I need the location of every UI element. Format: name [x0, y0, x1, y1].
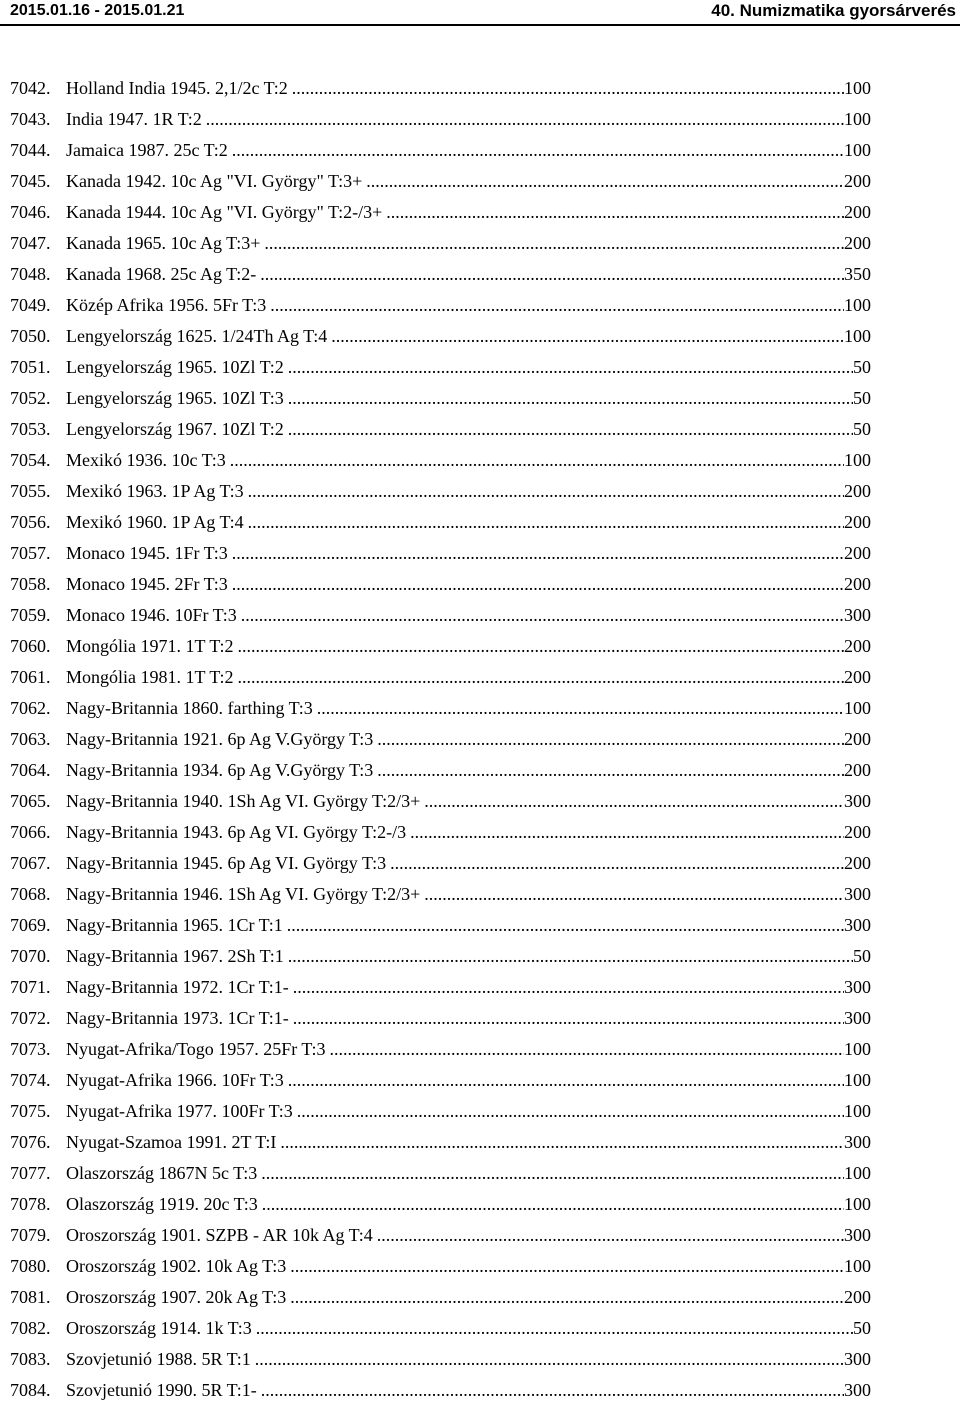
lot-price: 300	[844, 1132, 871, 1152]
lot-price: 300	[844, 1225, 871, 1245]
lot-leader-dots	[262, 1189, 844, 1220]
lot-leader-dots	[317, 693, 844, 724]
lot-description: Nagy-Britannia 1973. 1Cr T:1-	[66, 1008, 289, 1028]
lot-price: 300	[844, 1380, 871, 1400]
lot-price: 100	[844, 1039, 871, 1059]
lot-number: 7052.	[10, 388, 51, 408]
lot-leader-dots	[206, 104, 844, 135]
lot-price: 200	[844, 853, 871, 873]
lot-description: Nagy-Britannia 1940. 1Sh Ag VI. György T:2/3+	[66, 791, 421, 811]
lot-row	[10, 941, 871, 972]
lot-price: 50	[853, 946, 871, 966]
lot-row	[10, 631, 871, 662]
lot-leader-dots	[261, 1158, 844, 1189]
lot-price: 200	[844, 760, 871, 780]
lot-description: Nagy-Britannia 1934. 6p Ag V.György T:3	[66, 760, 374, 780]
lot-number: 7074.	[10, 1070, 51, 1090]
lot-price: 200	[844, 667, 871, 687]
lot-price: 300	[844, 605, 871, 625]
lot-description: Nagy-Britannia 1860. farthing T:3	[66, 698, 313, 718]
lot-price: 200	[844, 636, 871, 656]
lot-number: 7060.	[10, 636, 51, 656]
lot-leader-dots	[288, 352, 853, 383]
lot-leader-dots	[329, 1034, 844, 1065]
lot-row	[10, 755, 871, 786]
lot-leader-dots	[237, 662, 844, 693]
lot-description: Kanada 1968. 25c Ag T:2-	[66, 264, 257, 284]
lot-price: 100	[844, 1194, 871, 1214]
lot-leader-dots	[241, 600, 844, 631]
lot-leader-dots	[297, 1096, 844, 1127]
lot-description: Holland India 1945. 2,1/2c T:2	[66, 78, 288, 98]
lot-number: 7064.	[10, 760, 51, 780]
lot-leader-dots	[288, 414, 853, 445]
lot-price: 50	[853, 419, 871, 439]
lot-row	[10, 724, 871, 755]
lot-leader-dots	[293, 1003, 844, 1034]
lot-price: 300	[844, 977, 871, 997]
lot-leader-dots	[232, 538, 844, 569]
lot-leader-dots	[390, 848, 844, 879]
lot-price: 50	[853, 1318, 871, 1338]
lot-leader-dots	[264, 228, 844, 259]
lot-description: Mexikó 1936. 10c T:3	[66, 450, 226, 470]
lot-number: 7062.	[10, 698, 51, 718]
lot-number: 7057.	[10, 543, 51, 563]
lot-price: 200	[844, 171, 871, 191]
lot-price: 100	[844, 295, 871, 315]
lot-number: 7084.	[10, 1380, 51, 1400]
lot-price: 300	[844, 915, 871, 935]
lot-description: Lengyelország 1967. 10Zl T:2	[66, 419, 284, 439]
lot-leader-dots	[288, 1065, 844, 1096]
lot-leader-dots	[424, 879, 844, 910]
lot-leader-dots	[331, 321, 844, 352]
lot-price: 50	[853, 357, 871, 377]
lot-number: 7050.	[10, 326, 51, 346]
lot-leader-dots	[424, 786, 844, 817]
lot-row	[10, 1344, 871, 1375]
lot-description: Kanada 1944. 10c Ag "VI. György" T:2-/3+	[66, 202, 383, 222]
lot-row	[10, 166, 871, 197]
lot-leader-dots	[386, 197, 844, 228]
lot-number: 7072.	[10, 1008, 51, 1028]
lot-row	[10, 476, 871, 507]
lot-leader-dots	[288, 383, 853, 414]
lot-number: 7058.	[10, 574, 51, 594]
lot-price: 100	[844, 450, 871, 470]
lot-price: 200	[844, 233, 871, 253]
lot-price: 100	[844, 140, 871, 160]
lot-number: 7051.	[10, 357, 51, 377]
lot-row	[10, 1127, 871, 1158]
lot-leader-dots	[290, 1282, 844, 1313]
lot-number: 7053.	[10, 419, 51, 439]
lot-description: Monaco 1946. 10Fr T:3	[66, 605, 237, 625]
lot-row	[10, 662, 871, 693]
lot-number: 7080.	[10, 1256, 51, 1276]
auction-title: 40. Numizmatika gyorsárverés	[711, 1, 956, 20]
lot-number: 7059.	[10, 605, 51, 625]
lot-leader-dots	[248, 476, 844, 507]
page-header	[0, 0, 960, 26]
lot-row	[10, 693, 871, 724]
lot-description: Oroszország 1907. 20k Ag T:3	[66, 1287, 287, 1307]
lot-row	[10, 352, 871, 383]
lot-description: Szovjetunió 1990. 5R T:1-	[66, 1380, 257, 1400]
date-range: 2015.01.16 - 2015.01.21	[10, 2, 185, 19]
lot-price: 200	[844, 543, 871, 563]
lot-number: 7044.	[10, 140, 51, 160]
lot-price: 100	[844, 1256, 871, 1276]
lot-price: 300	[844, 884, 871, 904]
lot-description: Nyugat-Afrika 1977. 100Fr T:3	[66, 1101, 293, 1121]
lot-description: Nagy-Britannia 1945. 6p Ag VI. György T:3	[66, 853, 387, 873]
lot-number: 7073.	[10, 1039, 51, 1059]
lot-number: 7048.	[10, 264, 51, 284]
lot-number: 7082.	[10, 1318, 51, 1338]
lot-description: Mongólia 1981. 1T T:2	[66, 667, 234, 687]
lot-description: Monaco 1945. 1Fr T:3	[66, 543, 228, 563]
lot-leader-dots	[292, 73, 844, 104]
lot-row	[10, 104, 871, 135]
lot-leader-dots	[377, 755, 844, 786]
lot-number: 7045.	[10, 171, 51, 191]
lot-description: Nagy-Britannia 1946. 1Sh Ag VI. György T:2/3+	[66, 884, 421, 904]
lot-number: 7079.	[10, 1225, 51, 1245]
lot-leader-dots	[270, 290, 844, 321]
lot-price: 100	[844, 1101, 871, 1121]
lot-number: 7055.	[10, 481, 51, 501]
lot-description: Nyugat-Szamoa 1991. 2T T:I	[66, 1132, 277, 1152]
lot-description: Jamaica 1987. 25c T:2	[66, 140, 228, 160]
lot-leader-dots	[237, 631, 844, 662]
lot-number: 7083.	[10, 1349, 51, 1369]
lot-row	[10, 1251, 871, 1282]
lot-row	[10, 414, 871, 445]
lot-number: 7065.	[10, 791, 51, 811]
lot-number: 7078.	[10, 1194, 51, 1214]
lot-description: Mexikó 1963. 1P Ag T:3	[66, 481, 244, 501]
lot-row	[10, 228, 871, 259]
lot-list	[10, 73, 871, 1406]
lot-row	[10, 1065, 871, 1096]
lot-price: 200	[844, 1287, 871, 1307]
lot-number: 7067.	[10, 853, 51, 873]
lot-price: 200	[844, 729, 871, 749]
lot-description: Mongólia 1971. 1T T:2	[66, 636, 234, 656]
lot-row	[10, 383, 871, 414]
lot-price: 100	[844, 326, 871, 346]
lot-row	[10, 1096, 871, 1127]
lot-number: 7076.	[10, 1132, 51, 1152]
lot-row	[10, 197, 871, 228]
lot-description: Lengyelország 1625. 1/24Th Ag T:4	[66, 326, 328, 346]
lot-description: Oroszország 1902. 10k Ag T:3	[66, 1256, 287, 1276]
lot-leader-dots	[261, 1375, 844, 1406]
lot-number: 7066.	[10, 822, 51, 842]
lot-price: 300	[844, 1008, 871, 1028]
lot-leader-dots	[290, 1251, 844, 1282]
lot-row	[10, 569, 871, 600]
lot-leader-dots	[255, 1344, 844, 1375]
lot-description: India 1947. 1R T:2	[66, 109, 202, 129]
lot-leader-dots	[287, 910, 844, 941]
lot-price: 100	[844, 78, 871, 98]
lot-description: Oroszország 1914. 1k T:3	[66, 1318, 252, 1338]
lot-leader-dots	[230, 445, 844, 476]
lot-row	[10, 786, 871, 817]
lot-description: Nagy-Britannia 1943. 6p Ag VI. György T:2-/3	[66, 822, 407, 842]
lot-row	[10, 290, 871, 321]
lot-description: Olaszország 1867N 5c T:3	[66, 1163, 258, 1183]
lot-description: Mexikó 1960. 1P Ag T:4	[66, 512, 244, 532]
lot-row	[10, 1282, 871, 1313]
lot-description: Kanada 1965. 10c Ag T:3+	[66, 233, 261, 253]
lot-description: Nagy-Britannia 1972. 1Cr T:1-	[66, 977, 289, 997]
lot-row	[10, 538, 871, 569]
lot-description: Nagy-Britannia 1921. 6p Ag V.György T:3	[66, 729, 374, 749]
lot-row	[10, 1003, 871, 1034]
lot-row	[10, 135, 871, 166]
lot-leader-dots	[366, 166, 844, 197]
lot-description: Monaco 1945. 2Fr T:3	[66, 574, 228, 594]
lot-description: Nyugat-Afrika 1966. 10Fr T:3	[66, 1070, 284, 1090]
lot-number: 7054.	[10, 450, 51, 470]
lot-number: 7046.	[10, 202, 51, 222]
lot-row	[10, 259, 871, 290]
lot-price: 300	[844, 1349, 871, 1369]
lot-leader-dots	[288, 941, 853, 972]
lot-row	[10, 910, 871, 941]
lot-number: 7043.	[10, 109, 51, 129]
lot-number: 7068.	[10, 884, 51, 904]
lot-leader-dots	[377, 1220, 844, 1251]
lot-number: 7042.	[10, 78, 51, 98]
lot-number: 7063.	[10, 729, 51, 749]
lot-description: Nyugat-Afrika/Togo 1957. 25Fr T:3	[66, 1039, 326, 1059]
lot-number: 7049.	[10, 295, 51, 315]
lot-description: Lengyelország 1965. 10Zl T:3	[66, 388, 284, 408]
lot-leader-dots	[248, 507, 844, 538]
lot-description: Kanada 1942. 10c Ag "VI. György" T:3+	[66, 171, 363, 191]
lot-number: 7069.	[10, 915, 51, 935]
lot-price: 50	[853, 388, 871, 408]
lot-price: 200	[844, 822, 871, 842]
lot-row	[10, 600, 871, 631]
lot-price: 300	[844, 791, 871, 811]
lot-leader-dots	[410, 817, 844, 848]
lot-leader-dots	[232, 569, 844, 600]
lot-row	[10, 848, 871, 879]
lot-price: 100	[844, 698, 871, 718]
lot-price: 350	[844, 264, 871, 284]
lot-description: Oroszország 1901. SZPB - AR 10k Ag T:4	[66, 1225, 373, 1245]
lot-description: Nagy-Britannia 1967. 2Sh T:1	[66, 946, 284, 966]
lot-row	[10, 507, 871, 538]
lot-row	[10, 1220, 871, 1251]
lot-price: 200	[844, 481, 871, 501]
lot-number: 7075.	[10, 1101, 51, 1121]
lot-row	[10, 1034, 871, 1065]
lot-leader-dots	[260, 259, 844, 290]
lot-leader-dots	[256, 1313, 853, 1344]
lot-row	[10, 972, 871, 1003]
lot-row	[10, 73, 871, 104]
lot-row	[10, 321, 871, 352]
lot-number: 7077.	[10, 1163, 51, 1183]
lot-number: 7081.	[10, 1287, 51, 1307]
lot-number: 7070.	[10, 946, 51, 966]
lot-number: 7071.	[10, 977, 51, 997]
lot-leader-dots	[293, 972, 844, 1003]
lot-number: 7056.	[10, 512, 51, 532]
lot-number: 7047.	[10, 233, 51, 253]
lot-description: Nagy-Britannia 1965. 1Cr T:1	[66, 915, 283, 935]
lot-price: 200	[844, 574, 871, 594]
lot-row	[10, 817, 871, 848]
lot-description: Lengyelország 1965. 10Zl T:2	[66, 357, 284, 377]
lot-price: 200	[844, 202, 871, 222]
lot-row	[10, 1158, 871, 1189]
lot-price: 200	[844, 512, 871, 532]
lot-row	[10, 879, 871, 910]
lot-price: 100	[844, 1070, 871, 1090]
lot-description: Szovjetunió 1988. 5R T:1	[66, 1349, 251, 1369]
lot-row	[10, 445, 871, 476]
lot-row	[10, 1375, 871, 1406]
lot-number: 7061.	[10, 667, 51, 687]
lot-leader-dots	[377, 724, 844, 755]
lot-price: 100	[844, 1163, 871, 1183]
lot-leader-dots	[280, 1127, 844, 1158]
lot-description: Közép Afrika 1956. 5Fr T:3	[66, 295, 267, 315]
lot-row	[10, 1313, 871, 1344]
lot-row	[10, 1189, 871, 1220]
lot-price: 100	[844, 109, 871, 129]
lot-leader-dots	[232, 135, 844, 166]
lot-description: Olaszország 1919. 20c T:3	[66, 1194, 258, 1214]
